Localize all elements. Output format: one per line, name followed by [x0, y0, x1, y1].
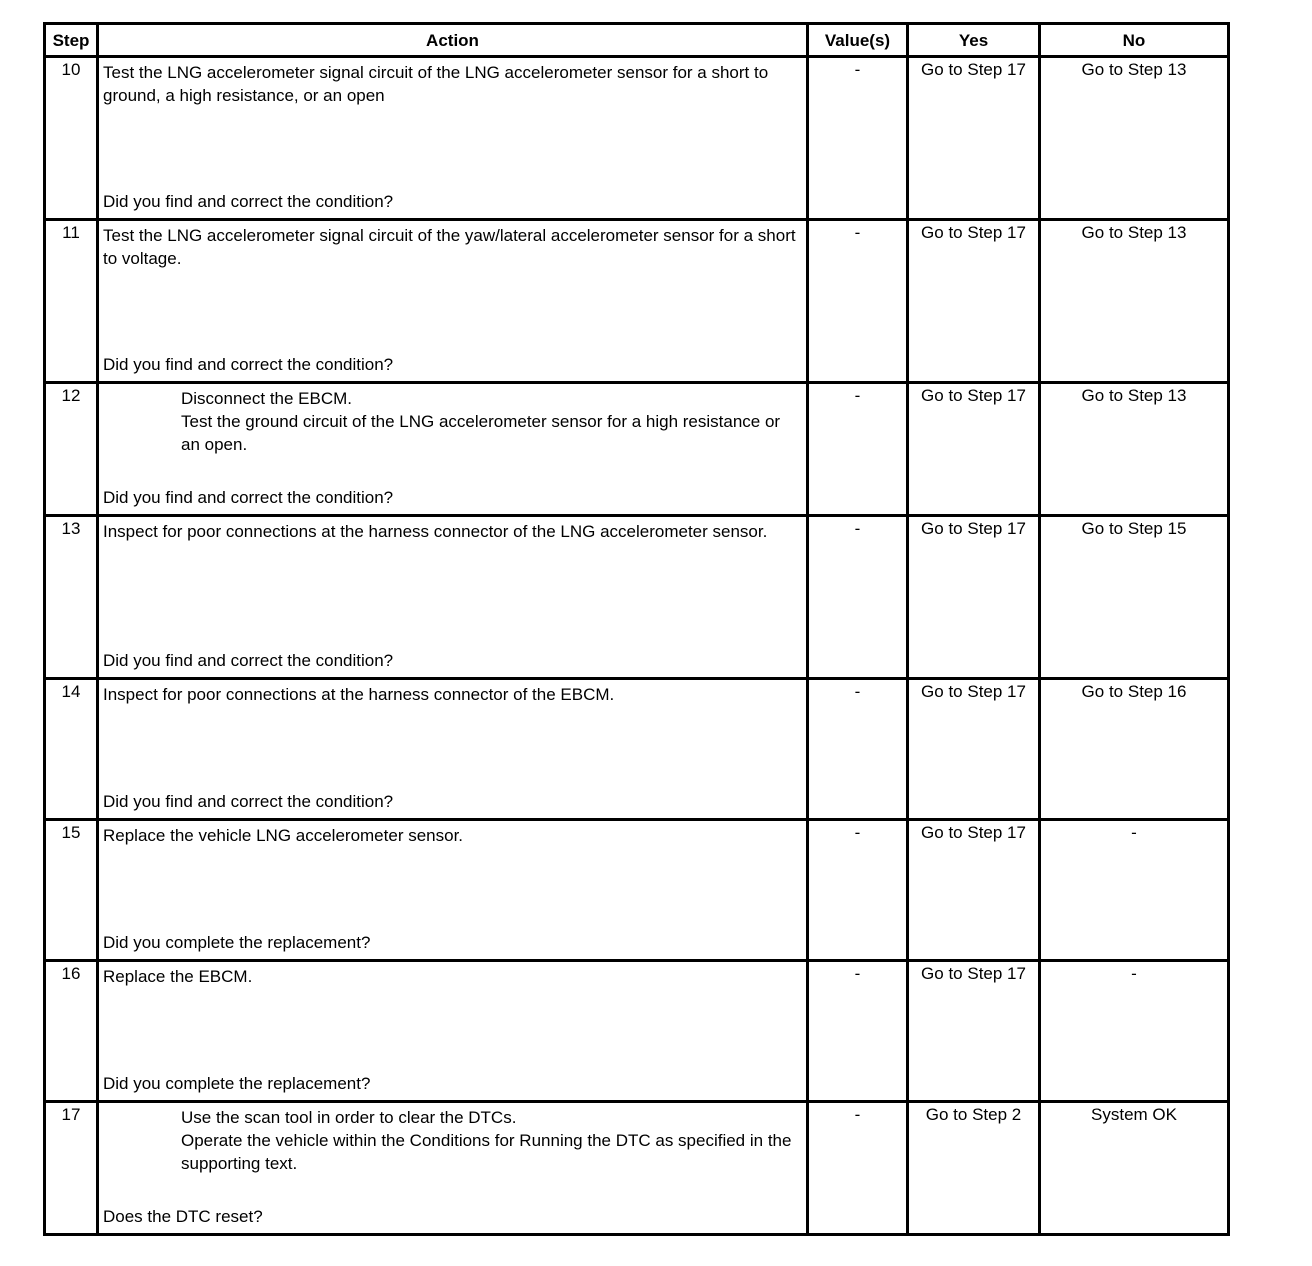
value-cell: - — [808, 679, 908, 820]
no-cell: Go to Step 13 — [1040, 383, 1229, 516]
action-instructions — [103, 520, 802, 543]
header-row — [45, 24, 1229, 57]
action-question: Did you find and correct the condition? — [103, 488, 394, 507]
step-number: 11 — [45, 220, 98, 383]
table-row — [45, 516, 1229, 679]
yes-cell: Go to Step 17 — [908, 679, 1040, 820]
table-row — [45, 820, 1229, 961]
header-values: Value(s) — [808, 24, 908, 57]
yes-cell: Go to Step 17 — [908, 820, 1040, 961]
no-cell: - — [1040, 961, 1229, 1102]
no-cell: Go to Step 16 — [1040, 679, 1229, 820]
action-question: Did you complete the replacement? — [103, 933, 371, 952]
action-line: Replace the EBCM. — [103, 967, 253, 986]
action-cell — [98, 679, 808, 820]
action-cell — [98, 383, 808, 516]
action-instructions — [103, 1106, 802, 1175]
action-line: Test the LNG accelerometer signal circuit of the yaw/lateral accelerometer sensor for a short to voltage. — [103, 226, 801, 268]
action-cell — [98, 820, 808, 961]
step-number: 15 — [45, 820, 98, 961]
value-cell: - — [808, 383, 908, 516]
yes-cell: Go to Step 17 — [908, 57, 1040, 220]
action-instructions — [103, 224, 802, 270]
action-question: Did you find and correct the condition? — [103, 792, 394, 811]
action-line: Disconnect the EBCM. — [181, 389, 353, 408]
action-cell — [98, 516, 808, 679]
no-cell: Go to Step 13 — [1040, 220, 1229, 383]
action-line: Operate the vehicle within the Conditions for Running the DTC as specified in the supporting text. — [181, 1131, 797, 1173]
action-cell — [98, 961, 808, 1102]
step-number: 10 — [45, 57, 98, 220]
header-yes: Yes — [908, 24, 1040, 57]
action-line: Use the scan tool in order to clear the DTCs. — [181, 1108, 517, 1127]
value-cell: - — [808, 820, 908, 961]
action-instructions — [103, 683, 802, 706]
action-line: Test the LNG accelerometer signal circuit of the LNG accelerometer sensor for a short to ground, a high resistance, or an open — [103, 63, 773, 105]
action-line: Test the ground circuit of the LNG accelerometer sensor for a high resistance or an open. — [181, 412, 785, 454]
step-number: 14 — [45, 679, 98, 820]
value-cell: - — [808, 1102, 908, 1235]
step-number: 16 — [45, 961, 98, 1102]
no-cell: - — [1040, 820, 1229, 961]
table-row — [45, 1102, 1229, 1235]
table-row — [45, 57, 1229, 220]
step-number: 12 — [45, 383, 98, 516]
yes-cell: Go to Step 17 — [908, 383, 1040, 516]
table-row — [45, 220, 1229, 383]
action-instructions — [103, 965, 802, 988]
no-cell: System OK — [1040, 1102, 1229, 1235]
value-cell: - — [808, 516, 908, 679]
action-question: Does the DTC reset? — [103, 1207, 263, 1226]
action-cell — [98, 1102, 808, 1235]
action-line: Replace the vehicle LNG accelerometer sensor. — [103, 826, 464, 845]
value-cell: - — [808, 220, 908, 383]
action-instructions — [103, 824, 802, 847]
action-question: Did you find and correct the condition? — [103, 355, 394, 374]
header-action: Action — [98, 24, 808, 57]
action-question: Did you complete the replacement? — [103, 1074, 371, 1093]
yes-cell: Go to Step 2 — [908, 1102, 1040, 1235]
table-row — [45, 961, 1229, 1102]
yes-cell: Go to Step 17 — [908, 516, 1040, 679]
yes-cell: Go to Step 17 — [908, 220, 1040, 383]
yes-cell: Go to Step 17 — [908, 961, 1040, 1102]
action-cell — [98, 220, 808, 383]
value-cell: - — [808, 961, 908, 1102]
header-no: No — [1040, 24, 1229, 57]
table-row — [45, 679, 1229, 820]
action-line: Inspect for poor connections at the harness connector of the EBCM. — [103, 685, 615, 704]
action-cell — [98, 57, 808, 220]
no-cell: Go to Step 15 — [1040, 516, 1229, 679]
step-number: 17 — [45, 1102, 98, 1235]
action-instructions — [103, 61, 802, 107]
table-row — [45, 383, 1229, 516]
header-step: Step — [45, 24, 98, 57]
diagnostic-steps-table — [43, 22, 1230, 1236]
action-question: Did you find and correct the condition? — [103, 192, 394, 211]
step-number: 13 — [45, 516, 98, 679]
action-instructions — [103, 387, 802, 456]
action-line: Inspect for poor connections at the harness connector of the LNG accelerometer sensor. — [103, 522, 768, 541]
no-cell: Go to Step 13 — [1040, 57, 1229, 220]
value-cell: - — [808, 57, 908, 220]
action-question: Did you find and correct the condition? — [103, 651, 394, 670]
